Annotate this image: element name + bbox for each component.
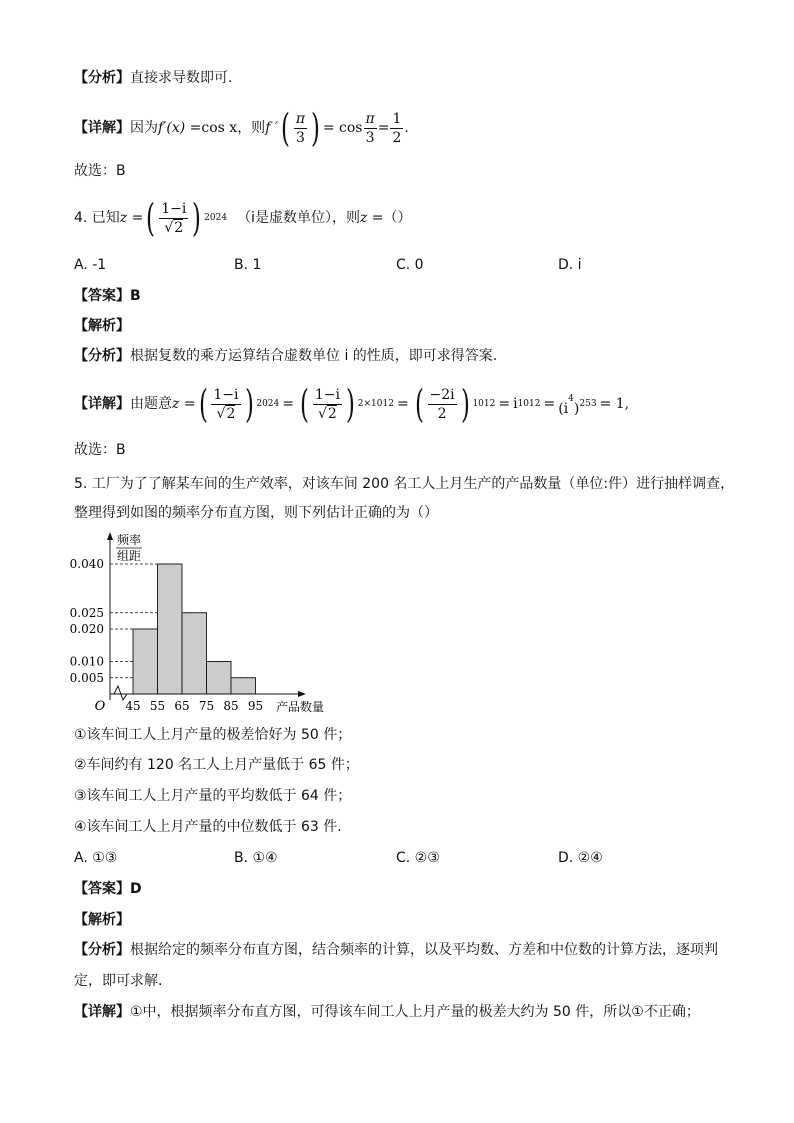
f-prime: f ′	[265, 120, 278, 136]
xlabel: 产品数量	[275, 700, 325, 714]
left-paren: (	[280, 106, 290, 150]
right-paren: )	[244, 382, 254, 426]
exponent-2x1012: 2×1012	[357, 399, 394, 409]
i-base: i	[513, 396, 518, 412]
ytick-label-0.005: 0.005	[69, 670, 104, 685]
q4-option-a[interactable]: A. -1	[74, 257, 107, 273]
q3-answer-line: 故选：B	[74, 163, 126, 179]
f-prime-x: f′(x) =	[158, 120, 202, 136]
q5-stem-line1: 5. 工厂为了了解某车间的生产效率，对该车间 200 名工人上月生产的产品数量（单位:件）进行抽样调查，	[74, 476, 735, 492]
analysis-tag: 【分析】	[74, 348, 130, 364]
frac-num: π	[365, 110, 375, 127]
q3-analysis-line	[74, 68, 232, 88]
q5-statement-2: ②车间约有 120 名工人上月产量低于 65 件；	[74, 757, 359, 773]
detail-pre: 因为	[130, 120, 158, 136]
comma-ze: ，则	[237, 120, 266, 136]
x-axis-arrow	[298, 691, 306, 697]
frac-1mi-sqrt2-b	[313, 386, 342, 423]
q4-analysis-line	[74, 346, 497, 366]
frac-den: √2	[317, 405, 337, 422]
detail-tag: 【详解】	[74, 120, 130, 136]
left-paren: (	[414, 382, 424, 426]
xtick-label-55: 55	[149, 699, 166, 713]
axis-break	[114, 686, 127, 700]
analysis-text: 直接求导数即可.	[130, 70, 233, 86]
one-half	[390, 110, 403, 147]
exponent-4: 4	[568, 394, 574, 404]
q5-stem-line2: 整理得到如图的频率分布直方图，则下列估计正确的为（）	[74, 505, 438, 521]
q5-analysis-line1	[74, 940, 718, 960]
z-eq2: z =	[359, 210, 384, 226]
equals: =	[377, 120, 390, 136]
frac-den: 2	[392, 129, 402, 146]
y-axis-arrow	[107, 532, 113, 540]
cos-x: cos x	[201, 120, 238, 136]
exponent-253: 253	[579, 399, 597, 409]
frac-num: 1	[392, 110, 402, 127]
exponent: 2024	[256, 399, 280, 409]
frac-neg2i-2	[428, 386, 457, 423]
xtick-label-85: 85	[223, 699, 239, 713]
q5-answer-tag: 【答案】D	[74, 881, 142, 897]
q4-answer-tag: 【答案】B	[74, 288, 141, 304]
exponent-1012: 1012	[472, 399, 496, 409]
frac-den: √2	[164, 219, 184, 236]
frac-den: 2	[437, 405, 447, 422]
q4-option-d[interactable]: D. i	[558, 257, 582, 273]
period: .	[404, 120, 409, 136]
q5-jiexi-tag: 【解析】	[74, 912, 130, 928]
q4-number: 4. 已知	[74, 210, 120, 226]
i-base: i	[563, 401, 569, 417]
right-paren: )	[310, 106, 320, 150]
xtick-label-95: 95	[247, 699, 264, 713]
q5-option-d[interactable]: D. ②④	[558, 850, 603, 866]
histogram-bar-75	[207, 662, 232, 695]
xtick-label-75: 75	[198, 699, 215, 713]
frac-num: 1−i	[161, 200, 187, 217]
q4-detail-line	[74, 382, 629, 426]
left-paren: (	[146, 196, 156, 240]
ylabel-top: 频率	[117, 533, 142, 547]
right-paren: )	[192, 196, 202, 240]
equals: =	[282, 396, 294, 412]
analysis-text: 根据复数的乘方运算结合虚数单位 i 的性质，即可求得答案.	[130, 348, 498, 364]
equals: =	[543, 396, 556, 412]
xtick-label-45: 45	[125, 699, 141, 713]
z-eq: z =	[119, 210, 144, 226]
radicand: 2	[226, 405, 236, 422]
left-paren: (	[299, 382, 309, 426]
xtick-label-65: 65	[174, 699, 190, 713]
radicand: 2	[327, 405, 337, 422]
ytick-label-0.020: 0.020	[69, 622, 104, 636]
blank: （）	[383, 210, 412, 226]
eq-cos: = cos	[322, 120, 363, 136]
histogram-chart	[60, 528, 340, 718]
frac-den: √2	[216, 405, 236, 422]
frac-num: π	[295, 110, 306, 127]
tail: = 1,	[599, 396, 630, 412]
exponent-1012-b: 1012	[517, 399, 541, 409]
frac-1mi-sqrt2	[159, 200, 188, 237]
exponent: 2024	[204, 213, 228, 223]
q5-option-b[interactable]: B. ①④	[234, 850, 278, 866]
histogram-bars	[133, 564, 256, 694]
q5-detail-line	[74, 1002, 700, 1022]
histogram-bar-85	[231, 678, 256, 694]
q5-option-c[interactable]: C. ②③	[396, 850, 440, 866]
analysis-text: 根据给定的频率分布直方图，结合频率的计算，以及平均数、方差和中位数的计算方法，逐项判	[130, 942, 718, 958]
left-paren: (	[198, 382, 208, 426]
ytick-label-0.040: 0.040	[69, 557, 104, 571]
detail-text: ①中，根据频率分布直方图，可得该车间工人上月产量的极差大约为 50 件，所以①不正确；	[130, 1004, 700, 1020]
paren-i4: $(i^4)$	[558, 394, 580, 417]
histogram-ytick-labels	[70, 557, 104, 685]
frac-1mi-sqrt2	[211, 386, 240, 423]
origin-label: O	[94, 699, 106, 714]
z-eq: z =	[172, 396, 196, 412]
detail-pre: 由题意	[130, 396, 172, 412]
histogram-xtick-labels	[125, 699, 263, 713]
frac-den: 3	[295, 129, 305, 146]
radicand: 2	[174, 219, 184, 236]
analysis-tag: 【分析】	[74, 70, 130, 86]
q4-answer-line: 故选：B	[74, 442, 126, 458]
detail-tag: 【详解】	[74, 1004, 130, 1020]
histogram-bar-65	[182, 613, 207, 694]
q4-jiexi-tag: 【解析】	[74, 318, 130, 334]
q4-option-c[interactable]: C. 0	[396, 257, 424, 273]
right-paren: )	[460, 382, 470, 426]
ylabel-bottom: 组距	[117, 549, 142, 563]
q5-option-a[interactable]: A. ①③	[74, 850, 118, 866]
ytick-label-0.025: 0.025	[69, 605, 104, 620]
note: （i是虚数单位），则	[237, 210, 360, 226]
frac-num: −2i	[429, 386, 455, 403]
pi-over-3-b	[364, 110, 377, 147]
q5-statement-4: ④该车间工人上月产量的中位数低于 63 件.	[74, 819, 342, 835]
pi-over-3	[294, 110, 307, 147]
q5-statement-3: ③该车间工人上月产量的平均数低于 64 件；	[74, 788, 352, 804]
ytick-label-0.010: 0.010	[69, 654, 104, 669]
q4-stem	[74, 196, 412, 240]
frac-num: 1−i	[314, 386, 340, 403]
detail-tag: 【详解】	[74, 396, 130, 412]
q3-detail-line	[74, 108, 409, 148]
frac-num: 1−i	[213, 386, 239, 403]
equals: =	[396, 396, 409, 412]
frac-den: 3	[365, 129, 375, 146]
histogram-bar-55	[158, 564, 183, 694]
right-paren: )	[345, 382, 355, 426]
histogram-bar-45	[133, 629, 158, 694]
equals: =	[498, 396, 511, 412]
q5-statement-1: ①该车间工人上月产量的极差恰好为 50 件；	[74, 727, 352, 743]
q5-analysis-line2: 定，即可求解.	[74, 973, 163, 989]
analysis-tag: 【分析】	[74, 942, 130, 958]
q4-option-b[interactable]: B. 1	[234, 257, 262, 273]
